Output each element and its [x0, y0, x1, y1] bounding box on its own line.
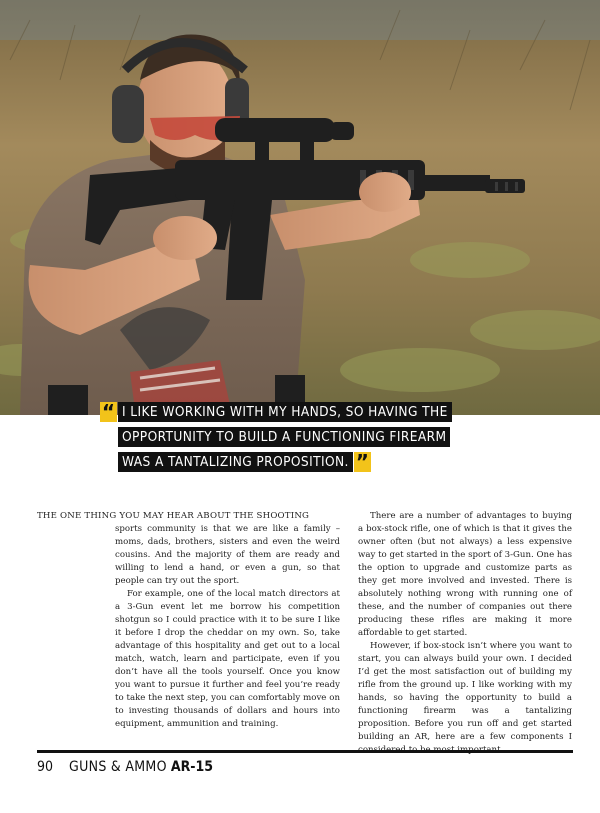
pull-quote	[100, 402, 560, 477]
article-paragraph: However, if box-stock isn’t where you want to start, you can always build your own. I decided I’d get the most satisfaction out of building my rifle from the ground up. I like working with my hands, so having the opportunity to build a functioning firearm was a tantalizing proposition. Before you run off and get started building an AR, here are a few components I	[358, 641, 572, 742]
publication-name: GUNS & AMMO	[69, 759, 167, 775]
article-paragraph: sports community is that we are like a family – moms, dads, brothers, sisters and even the weird cousins. And the majority of them are ready and willing to lend a hand, or even a gun, so that people can try out the sport.	[115, 524, 340, 586]
open-quote-icon: “	[101, 402, 116, 422]
article-lead-in: THE ONE THING YOU MAY HEAR ABOUT THE SHOOTING	[37, 511, 310, 521]
pull-quote-text-1: I LIKE WORKING WITH MY HANDS, SO HAVING THE	[118, 402, 452, 422]
pull-quote-line-3	[118, 452, 560, 472]
article-paragraph-wrap	[115, 588, 340, 731]
article-lead-paragraph-wrap	[115, 523, 340, 588]
pull-quote-text-2: OPPORTUNITY TO BUILD A FUNCTIONING FIREARM	[118, 427, 450, 447]
page-footer	[37, 759, 213, 775]
close-quote-icon: ”	[355, 452, 369, 472]
article-column-right	[358, 510, 572, 757]
article-paragraph: There are a number of advantages to buying a box-stock rifle, one of which is that it gives the owner often (but not always) a less expensive way to get started in the sport of 3-Gun. One has the option to upgrade and customize parts as they get more involved and invested. There is absolutely nothing wrong with running one of these, and the number of companies out there producing these rifles are making it more affordable to get started.	[358, 511, 572, 638]
article-column-left	[37, 510, 340, 731]
article-paragraph: For example, one of the local match directors at a 3-Gun event let me borrow his competition shotgun so I could practice with it to be sure I like it before I drop the cheddar on my own. So, take advantage of this hospitality and get out to a local match, watch, learn and participate, even if you don’t have all the tools yourself. Once you know you want to pursue it further and feel you’re ready to take the next step, you can comfortably move on to investing thousands of dollars and hours into equipment, ammunition and training.	[115, 589, 340, 729]
page-number: 90	[37, 759, 54, 775]
pull-quote-line-1	[100, 402, 560, 422]
pull-quote-line-2	[118, 427, 560, 447]
pull-quote-text-3: WAS A TANTALIZING PROPOSITION.	[118, 452, 353, 472]
issue-name: AR-15	[170, 759, 214, 775]
footer-rule	[37, 750, 573, 753]
